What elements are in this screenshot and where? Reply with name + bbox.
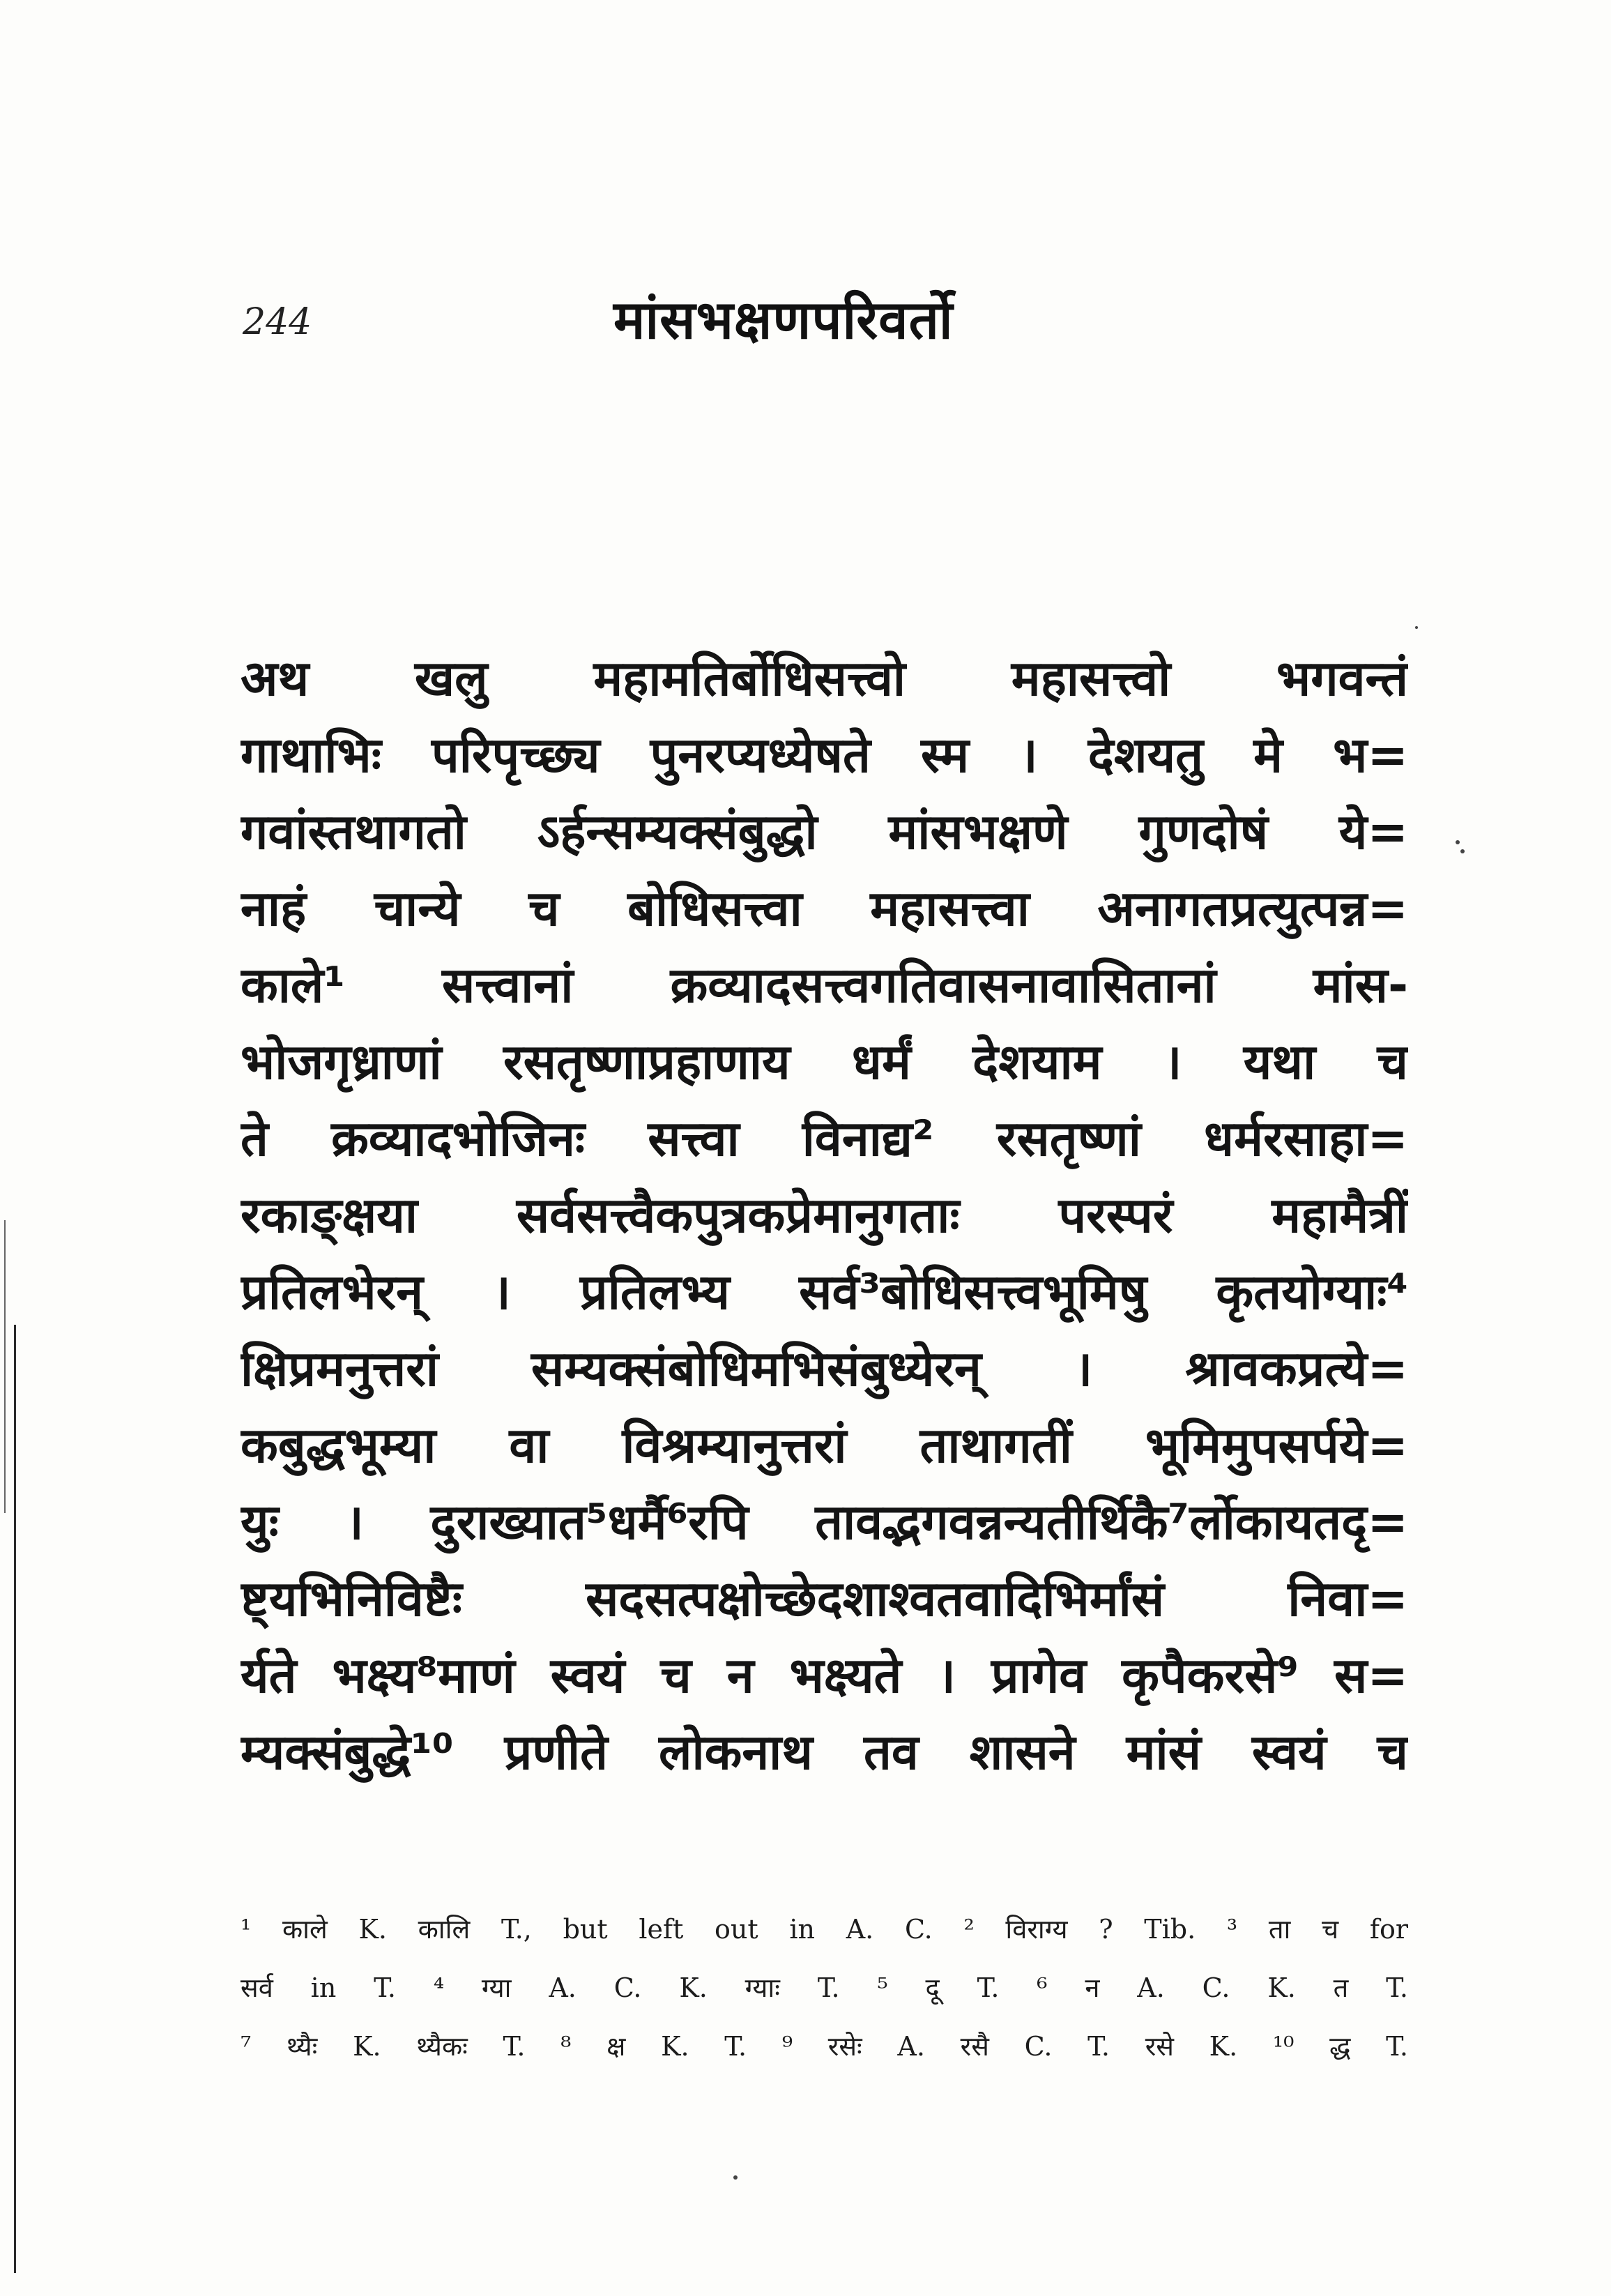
text-line: कबुद्धभूम्या वा विश्रम्यानुत्तरां ताथागतीं भूमिमुपसर्पये= bbox=[240, 1417, 1408, 1474]
paper-speck bbox=[1460, 849, 1465, 853]
text-line: र्यते भक्ष्य⁸माणं स्वयं च न भक्ष्यते । प्रागेव कृपैकरसे⁹ स= bbox=[240, 1647, 1408, 1704]
main-text-block bbox=[240, 640, 1408, 1791]
text-line: रकाङ्क्षया सर्वसत्त्वैकपुत्रकप्रेमानुगताः परस्परं महामैत्रीं bbox=[240, 1187, 1408, 1244]
text-line: नाहं चान्ये च बोधिसत्त्वा महासत्त्वा अनागतप्रत्युत्पन्न= bbox=[240, 880, 1408, 937]
text-line: म्यक्संबुद्धे¹⁰ प्रणीते लोकनाथ तव शासने मांसं स्वयं च bbox=[240, 1724, 1408, 1781]
text-line: प्रतिलभेरन् । प्रतिलभ्य सर्व³बोधिसत्त्वभूमिषु कृतयोग्याः⁴ bbox=[240, 1263, 1408, 1321]
footnote-line: ⁷ थ्यैः K. थ्यैकः T. ⁸ क्ष K. T. ⁹ रसेः A. रसै C. T. रसे K. ¹⁰ द्ध T. bbox=[240, 2031, 1408, 2062]
footnote-line: ¹ काले K. कालि T., but left out in A. C. ² विराग्य ? Tib. ³ ता च for bbox=[240, 1914, 1408, 1945]
footnote-line: सर्व in T. ⁴ ग्या A. C. K. ग्याः T. ⁵ दू T. ⁶ न A. C. K. त T. bbox=[240, 1972, 1408, 2003]
binding-edge-shadow bbox=[4, 1220, 6, 1513]
page-number: 244 bbox=[243, 301, 312, 343]
paper-speck bbox=[1456, 840, 1460, 844]
text-line: काले¹ सत्त्वानां क्रव्यादसत्त्वगतिवासनावासितानां मांस- bbox=[240, 957, 1408, 1014]
text-line: ष्ट्यभिनिविष्टैः सदसत्पक्षोच्छेदशाश्वतवादिभिर्मांसं निवा= bbox=[240, 1570, 1408, 1627]
paper-speck bbox=[733, 2175, 738, 2180]
binding-edge-line bbox=[14, 1325, 16, 2273]
text-line: क्षिप्रमनुत्तरां सम्यक्संबोधिमभिसंबुध्येरन् । श्रावकप्रत्ये= bbox=[240, 1340, 1408, 1397]
text-line: गवांस्तथागतो ऽर्हन्सम्यक्संबुद्धो मांसभक्षणे गुणदोषं ये= bbox=[240, 803, 1408, 860]
text-line: गाथाभिः परिपृच्छ्य पुनरप्यध्येषते स्म । देशयतु मे भ= bbox=[240, 727, 1408, 784]
text-line: अथ खलु महामतिर्बोधिसत्त्वो महासत्त्वो भगवन्तं bbox=[240, 650, 1408, 707]
text-line: ते क्रव्यादभोजिनः सत्त्वा विनाद्य² रसतृष्णां धर्मरसाहा= bbox=[240, 1110, 1408, 1167]
running-title: मांसभक्षणपरिवर्तो bbox=[613, 289, 954, 351]
paper-speck bbox=[1415, 626, 1418, 629]
footnotes-block bbox=[240, 1900, 1408, 2076]
text-line: युः । दुराख्यात⁵धर्मै⁶रपि तावद्भगवन्नन्यतीर्थिकै⁷र्लोकायतदृ= bbox=[240, 1493, 1408, 1551]
text-line: भोजगृध्राणां रसतृष्णाप्रहाणाय धर्मं देशयाम । यथा च bbox=[240, 1033, 1408, 1090]
